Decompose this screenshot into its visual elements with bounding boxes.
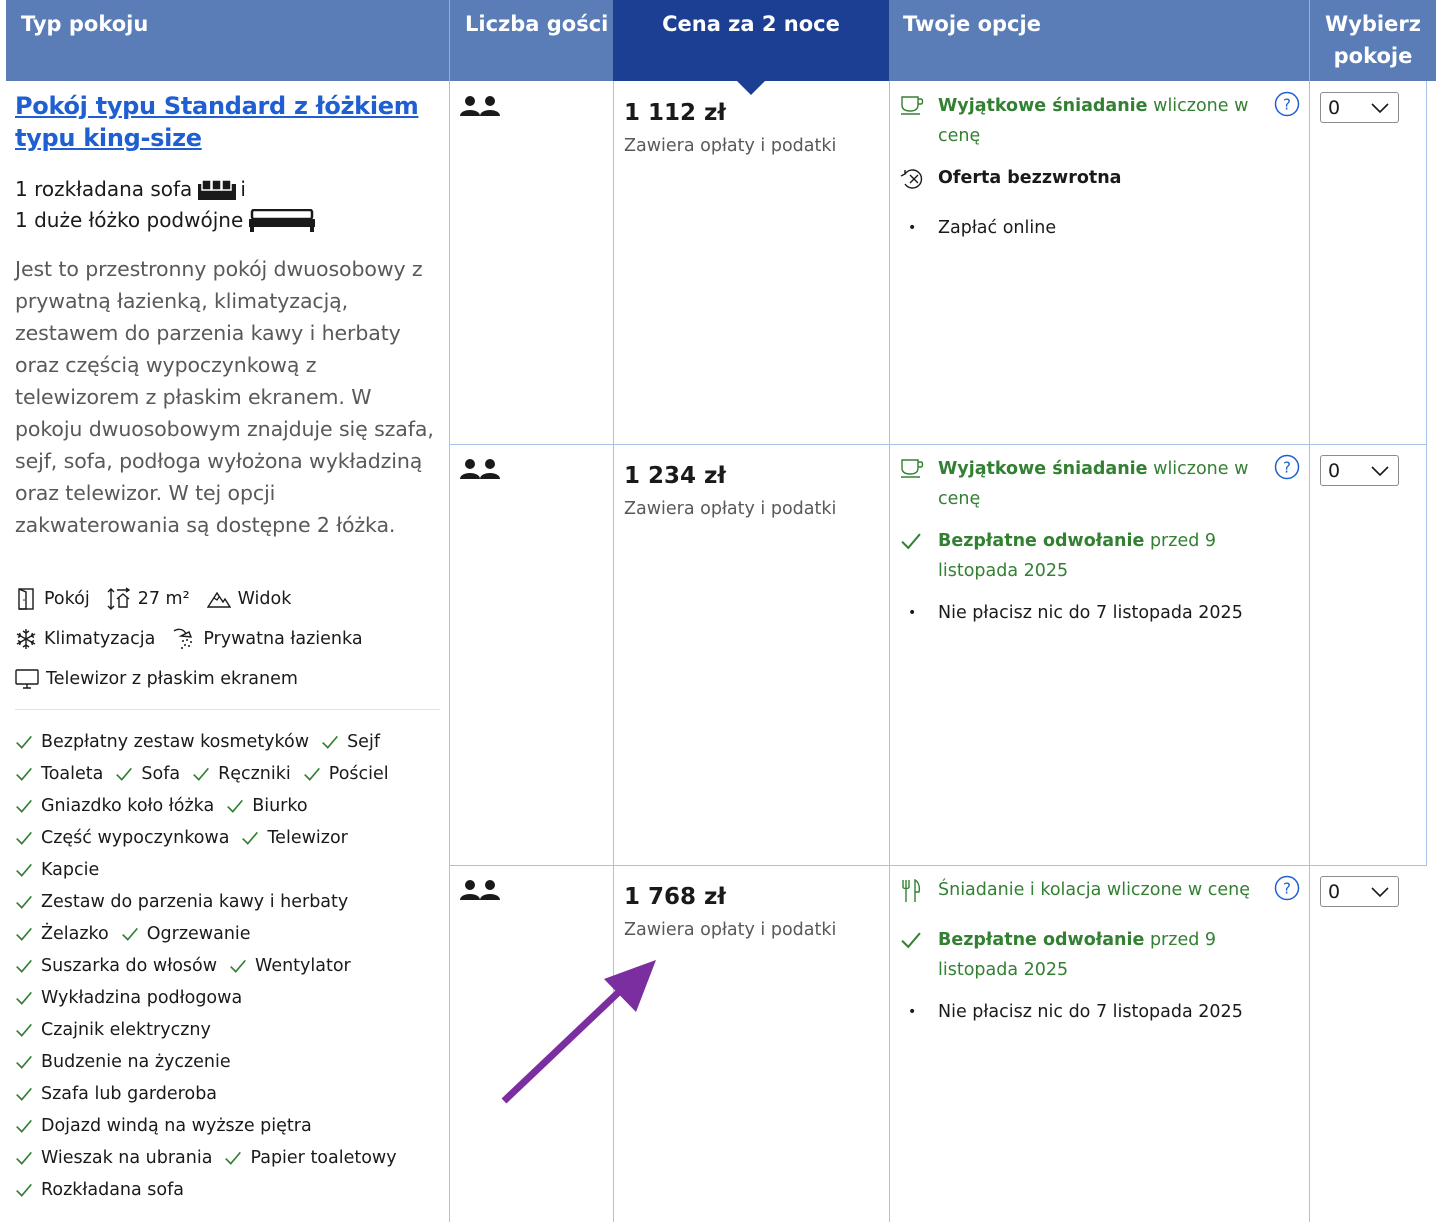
help-icon[interactable] (1274, 454, 1300, 480)
amenity-size-label: 27 m² (137, 589, 190, 609)
feature-row (15, 950, 440, 982)
feature-item (15, 1148, 212, 1168)
check-icon (241, 829, 259, 847)
meal-help[interactable] (1274, 875, 1300, 911)
feature-item (15, 764, 103, 784)
cancel-rest: przed 9 listopada 2025 (938, 531, 1217, 581)
room-quantity-value: 0 (1328, 880, 1341, 903)
feature-row (15, 854, 440, 886)
sort-indicator (737, 81, 765, 95)
feature-label: Biurko (252, 796, 308, 816)
bed-double-label: 1 duże łóżko podwójne (15, 208, 244, 232)
check-icon (15, 925, 33, 943)
feature-label: Ręczniki (218, 764, 291, 784)
feature-row (15, 758, 440, 790)
feature-item (15, 796, 214, 816)
feature-label: Wieszak na ubrania (41, 1148, 213, 1168)
feature-label: Dojazd windą na wyższe piętra (41, 1116, 312, 1136)
section-divider (15, 709, 440, 710)
check-icon (229, 957, 247, 975)
amenity-tv-label: Telewizor z płaskim ekranem (46, 669, 298, 689)
feature-label: Toaleta (41, 764, 104, 784)
feature-label: Wykładzina podłogowa (41, 988, 243, 1008)
amenity-tv (15, 668, 298, 690)
feature-item (321, 732, 380, 752)
room-quantity-select[interactable] (1320, 92, 1399, 123)
feature-item (15, 732, 309, 752)
check-icon (15, 765, 33, 783)
feature-label: Pościel (328, 764, 389, 784)
meal-help[interactable] (1274, 91, 1300, 127)
price-note: Zawiera opłaty i podatki (624, 136, 837, 156)
feature-item (115, 764, 180, 784)
header-select-line1: Wybierz (1325, 12, 1421, 36)
feature-item (15, 860, 99, 880)
payment-label: Nie płacisz nic do 7 listopada 2025 (938, 603, 1243, 623)
svg-text:?: ? (1283, 95, 1291, 114)
guest-count (460, 879, 500, 905)
header-room-type: Typ pokoju (21, 12, 149, 36)
coffee-cup-icon (900, 458, 926, 478)
amenity-ac-label: Klimatyzacja (44, 629, 156, 649)
guest-count (460, 458, 500, 484)
cancel-rest: przed 9 listopada 2025 (938, 930, 1217, 980)
feature-label: Część wypoczynkowa (41, 828, 230, 848)
offer-price (624, 98, 836, 156)
feature-item (15, 956, 217, 976)
room-details (15, 90, 440, 1206)
meal-option (900, 91, 1300, 151)
amenity-size (107, 587, 190, 611)
offer-price (624, 461, 836, 519)
feature-item (192, 764, 291, 784)
meal-rest: wliczone w cenę (938, 96, 1249, 146)
header-price[interactable] (613, 0, 889, 81)
feature-row (15, 982, 440, 1014)
feature-item (226, 796, 307, 816)
feature-label: Ogrzewanie (146, 924, 251, 944)
door-icon (15, 588, 37, 610)
cancel-bold: Bezpłatne odwołanie (938, 930, 1145, 950)
amenity-room (15, 588, 90, 610)
feature-item (15, 1052, 231, 1072)
room-quantity-select[interactable] (1320, 455, 1399, 486)
check-icon (15, 861, 33, 879)
feature-item (15, 892, 348, 912)
payment-label: Nie płacisz nic do 7 listopada 2025 (938, 1002, 1243, 1022)
feature-item (121, 924, 251, 944)
header-options: Twoje opcje (903, 12, 1041, 36)
price-amount: 1 234 zł (624, 463, 726, 489)
feature-item (15, 1084, 217, 1104)
table-header (6, 0, 1436, 81)
feature-label: Bezpłatny zestaw kosmetyków (41, 732, 310, 752)
amenity-bathroom (172, 627, 362, 651)
check-icon (900, 929, 922, 951)
help-icon[interactable] (1274, 875, 1300, 901)
help-icon[interactable] (1274, 91, 1300, 117)
sofa-icon (197, 179, 237, 201)
bed-info (15, 174, 440, 236)
two-guests-icon (460, 458, 500, 480)
column-divider (1426, 81, 1427, 865)
feature-label: Rozkładana sofa (41, 1180, 185, 1200)
feature-row (15, 1142, 440, 1174)
cutlery-icon (900, 879, 922, 903)
svg-text:?: ? (1283, 458, 1291, 477)
row-divider (450, 444, 1427, 445)
bullet-dot: • (908, 220, 917, 236)
column-divider (449, 81, 450, 1222)
room-amenities (15, 579, 440, 699)
check-icon (15, 1021, 33, 1039)
feature-row (15, 1046, 440, 1078)
feature-row (15, 1014, 440, 1046)
feature-item (15, 1180, 184, 1200)
feature-item (15, 924, 109, 944)
meal-option (900, 454, 1300, 514)
header-select (1309, 0, 1436, 81)
shower-icon (172, 627, 196, 651)
tv-icon (15, 668, 39, 690)
feature-row (15, 918, 440, 950)
feature-item (15, 1116, 312, 1136)
check-icon (224, 1149, 242, 1167)
check-icon (15, 893, 33, 911)
feature-row (15, 1174, 440, 1206)
meal-rest: wliczone w cenę (938, 459, 1249, 509)
room-quantity-select[interactable] (1320, 876, 1399, 907)
mountain-icon (207, 589, 231, 609)
svg-text:?: ? (1283, 879, 1291, 898)
feature-label: Suszarka do włosów (41, 956, 218, 976)
check-icon (15, 733, 33, 751)
room-title-link[interactable] (15, 90, 440, 154)
amenity-view-label: Widok (237, 589, 292, 609)
annotation-arrow (498, 955, 668, 1110)
room-features (15, 726, 440, 1206)
feature-item (241, 828, 347, 848)
bullet-dot: • (908, 605, 917, 621)
column-divider (1309, 81, 1310, 1222)
check-icon (192, 765, 210, 783)
check-icon (15, 1181, 33, 1199)
meal-help[interactable] (1274, 454, 1300, 490)
feature-label: Telewizor (267, 828, 348, 848)
check-icon (15, 1149, 33, 1167)
amenity-view (207, 589, 292, 609)
feature-label: Czajnik elektryczny (41, 1020, 211, 1040)
feature-row (15, 790, 440, 822)
chevron-down-icon (1370, 102, 1390, 114)
bullet-dot: • (908, 1004, 917, 1020)
feature-item (15, 988, 242, 1008)
amenity-ac (15, 628, 155, 650)
check-icon (15, 797, 33, 815)
check-icon (900, 530, 922, 552)
header-guests: Liczba gości (449, 0, 613, 81)
feature-label: Wentylator (255, 956, 351, 976)
payment-info (900, 997, 1300, 1027)
feature-label: Szafa lub garderoba (41, 1084, 218, 1104)
meal-rest: Śniadanie i kolacja wliczone w cenę (938, 880, 1250, 900)
offer-options (900, 875, 1300, 1027)
feature-label: Sofa (141, 764, 181, 784)
feature-item (229, 956, 351, 976)
price-note: Zawiera opłaty i podatki (624, 499, 837, 519)
feature-item (15, 828, 229, 848)
cancellation-option (900, 925, 1300, 985)
non-refundable-icon (900, 167, 926, 191)
price-amount: 1 112 zł (624, 100, 726, 126)
feature-label: Sejf (347, 732, 380, 752)
feature-label: Gniazdko koło łóżka (41, 796, 215, 816)
check-icon (15, 1117, 33, 1135)
feature-label: Papier toaletowy (250, 1148, 397, 1168)
check-icon (15, 1085, 33, 1103)
offer-options (900, 454, 1300, 628)
meal-option (900, 875, 1300, 913)
chevron-down-icon (1370, 465, 1390, 477)
feature-item (303, 764, 389, 784)
feature-item (224, 1148, 396, 1168)
room-quantity-value: 0 (1328, 96, 1341, 119)
payment-info (900, 598, 1300, 628)
feature-row (15, 726, 440, 758)
header-select-line2: pokoje (1333, 44, 1413, 68)
payment-label: Zapłać online (938, 218, 1057, 238)
feature-row (15, 1078, 440, 1110)
cancel-bold: Oferta bezzwrotna (938, 168, 1122, 188)
feature-label: Zestaw do parzenia kawy i herbaty (41, 892, 349, 912)
check-icon (15, 989, 33, 1007)
meal-bold: Wyjątkowe śniadanie (938, 459, 1148, 479)
row-divider (450, 865, 1427, 866)
payment-info (900, 213, 1300, 243)
check-icon (121, 925, 139, 943)
coffee-cup-icon (900, 95, 926, 115)
price-note: Zawiera opłaty i podatki (624, 920, 837, 940)
offer-price (624, 882, 836, 940)
snowflake-icon (15, 628, 37, 650)
feature-label: Kapcie (41, 860, 100, 880)
two-guests-icon (460, 879, 500, 901)
offer-options (900, 91, 1300, 243)
room-quantity-value: 0 (1328, 459, 1341, 482)
cancel-bold: Bezpłatne odwołanie (938, 531, 1145, 551)
cancellation-option (900, 526, 1300, 586)
price-amount: 1 768 zł (624, 884, 726, 910)
amenity-room-label: Pokój (44, 589, 90, 609)
bed-sofa-label: 1 rozkładana sofa (15, 177, 193, 201)
check-icon (15, 1053, 33, 1071)
check-icon (15, 957, 33, 975)
meal-bold: Wyjątkowe śniadanie (938, 96, 1148, 116)
feature-row (15, 1110, 440, 1142)
check-icon (303, 765, 321, 783)
feature-row (15, 886, 440, 918)
feature-label: Budzenie na życzenie (41, 1052, 231, 1072)
check-icon (115, 765, 133, 783)
feature-item (15, 1020, 211, 1040)
check-icon (321, 733, 339, 751)
room-title-line1[interactable]: Pokój typu Standard z łóżkiem (15, 92, 419, 120)
double-bed-icon (248, 209, 316, 233)
chevron-down-icon (1370, 886, 1390, 898)
column-divider (889, 81, 890, 1222)
cancellation-option (900, 163, 1300, 201)
room-size-icon (107, 587, 131, 611)
feature-label: Żelazko (41, 924, 109, 944)
header-price-label: Cena za 2 noce (662, 12, 840, 36)
bed-and: i (240, 177, 246, 201)
check-icon (226, 797, 244, 815)
two-guests-icon (460, 95, 500, 117)
feature-row (15, 822, 440, 854)
guest-count (460, 95, 500, 121)
amenity-bathroom-label: Prywatna łazienka (203, 629, 363, 649)
room-title-line2[interactable]: typu king-size (15, 124, 202, 152)
check-icon (15, 829, 33, 847)
room-description: Jest to przestronny pokój dwuosobowy z prywatną łazienką, klimatyzacją, zestawem do parzenia kawy i herbaty oraz częścią wypoczynkową z telewizorem z płaskim ekranem. W pokoju dwuosobowym znajduje się szafa, sejf, sofa, podłoga wyłożona wykładziną oraz telewizor. W tej opcji zakwaterowania są dostępne 2 łóżka. (15, 257, 434, 537)
